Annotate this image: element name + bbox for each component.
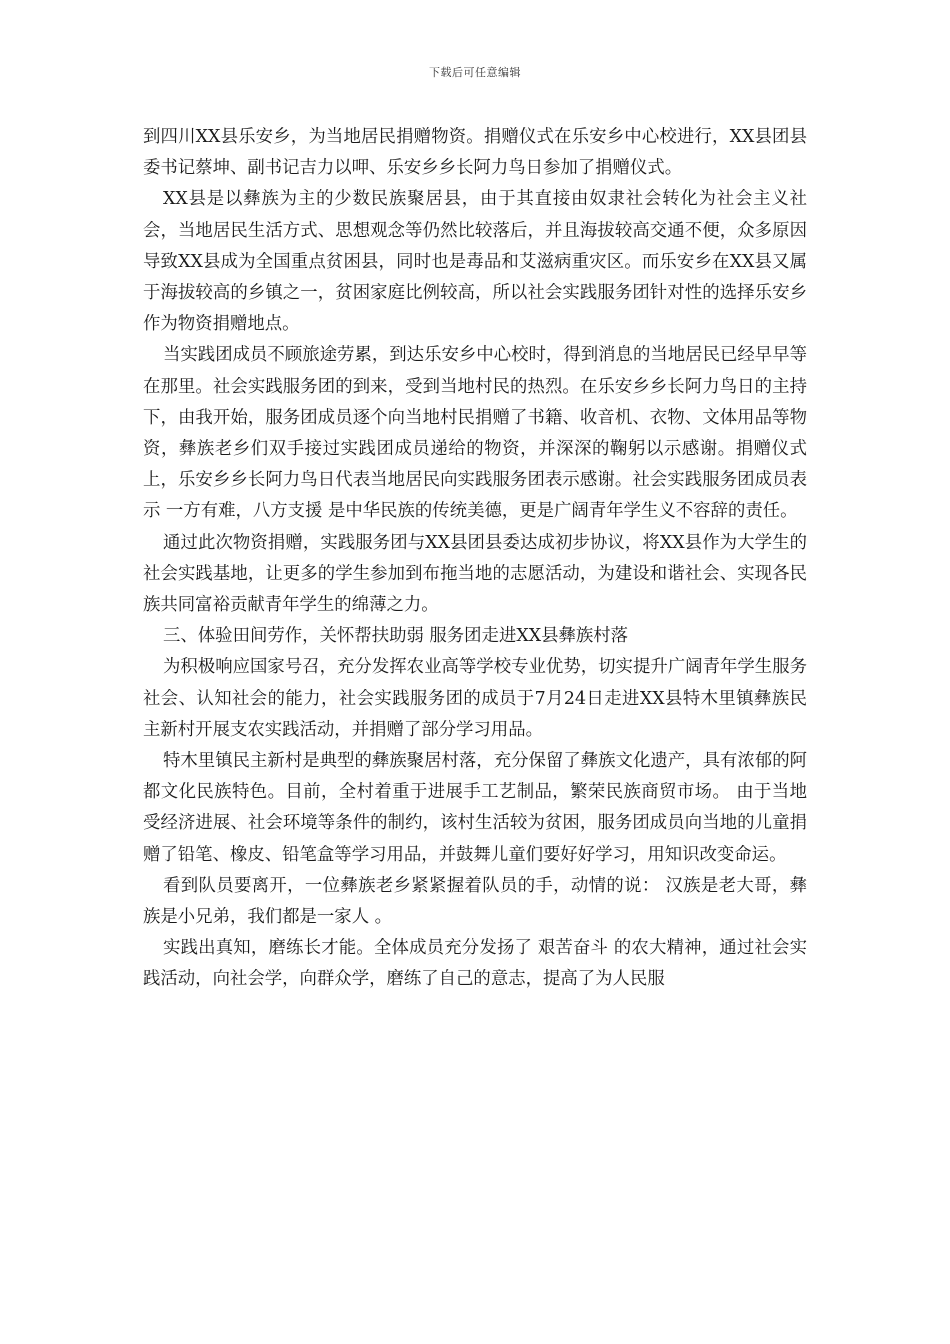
paragraph-8: 实践出真知，磨练长才能。全体成员充分发扬了 艰苦奋斗 的农大精神，通过社会实践活动，向社会学，向群众学，磨练了自己的意志，提高了为人民服 [143,938,807,990]
paragraph-3: 当实践团成员不顾旅途劳累，到达乐安乡中心校时，得到消息的当地居民已经早早等在那里。社会实践服务团的到来，受到当地村民的热烈。在乐安乡乡长阿力鸟日的主持下，由我开始，服务团成员逐个向当地村民捐赠了书籍、收音机、衣物、文体用品等物资，彝族老乡们双手接过实践团成员递给的物资，并深深的鞠躬以示感谢。捐赠仪式上，乐安乡乡长阿力鸟日代表当地居民向实践服务团表示感谢。社会实践服务团成员表示 一方有难，八方支援 是中华民族的传统美德，更是广阔青年学生义不容辞的责任。 [143,345,807,522]
page-header: 下载后可任意编辑 [429,66,521,79]
section-heading-3: 三、体验田间劳作，关怀帮扶助弱 服务团走进XX县彝族村落 [163,626,629,647]
paragraph-6: 特木里镇民主新村是典型的彝族聚居村落，充分保留了彝族文化遗产，具有浓郁的阿都文化民族特色。目前，全村着重于进展手工艺制品，繁荣民族商贸市场。 由于当地受经济进展、社会环境等条件的制约，该村生活较为贫困，服务团成员向当地的儿童捐赠了铅笔、橡皮、铅笔盒等学习用品，并鼓舞儿童们要好好学习，用知识改变命运。 [143,751,807,865]
paragraph-4: 通过此次物资捐赠，实践服务团与XX县团县委达成初步协议，将XX县作为大学生的社会实践基地，让更多的学生参加到布拖当地的志愿活动，为建设和谐社会、实现各民族共同富裕贡献青年学生的绵薄之力。 [143,532,807,616]
paragraph-2: XX县是以彝族为主的少数民族聚居县，由于其直接由奴隶社会转化为社会主义社会，当地居民生活方式、思想观念等仍然比较落后，并且海拔较高交通不便，众多原因导致XX县成为全国重点贫困县，同时也是毒品和艾滋病重灾区。而乐安乡在XX县又属于海拔较高的乡镇之一，贫困家庭比例较高，所以社会实践服务团针对性的选择乐安乡作为物资捐赠地点。 [143,189,807,335]
paragraph-1: 到四川XX县乐安乡，为当地居民捐赠物资。捐赠仪式在乐安乡中心校进行，XX县团县委书记蔡坤、副书记吉力以呷、乐安乡乡长阿力鸟日参加了捐赠仪式。 [143,127,807,179]
document-body [143,122,807,996]
paragraph-5: 为积极响应国家号召，充分发挥农业高等学校专业优势，切实提升广阔青年学生服务社会、认知社会的能力，社会实践服务团的成员于7月24日走进XX县特木里镇彝族民主新村开展支农实践活动，并捐赠了部分学习用品。 [143,657,807,740]
paragraph-7: 看到队员要离开，一位彝族老乡紧紧握着队员的手，动情的说： 汉族是老大哥，彝族是小兄弟，我们都是一家人 。 [143,875,807,928]
